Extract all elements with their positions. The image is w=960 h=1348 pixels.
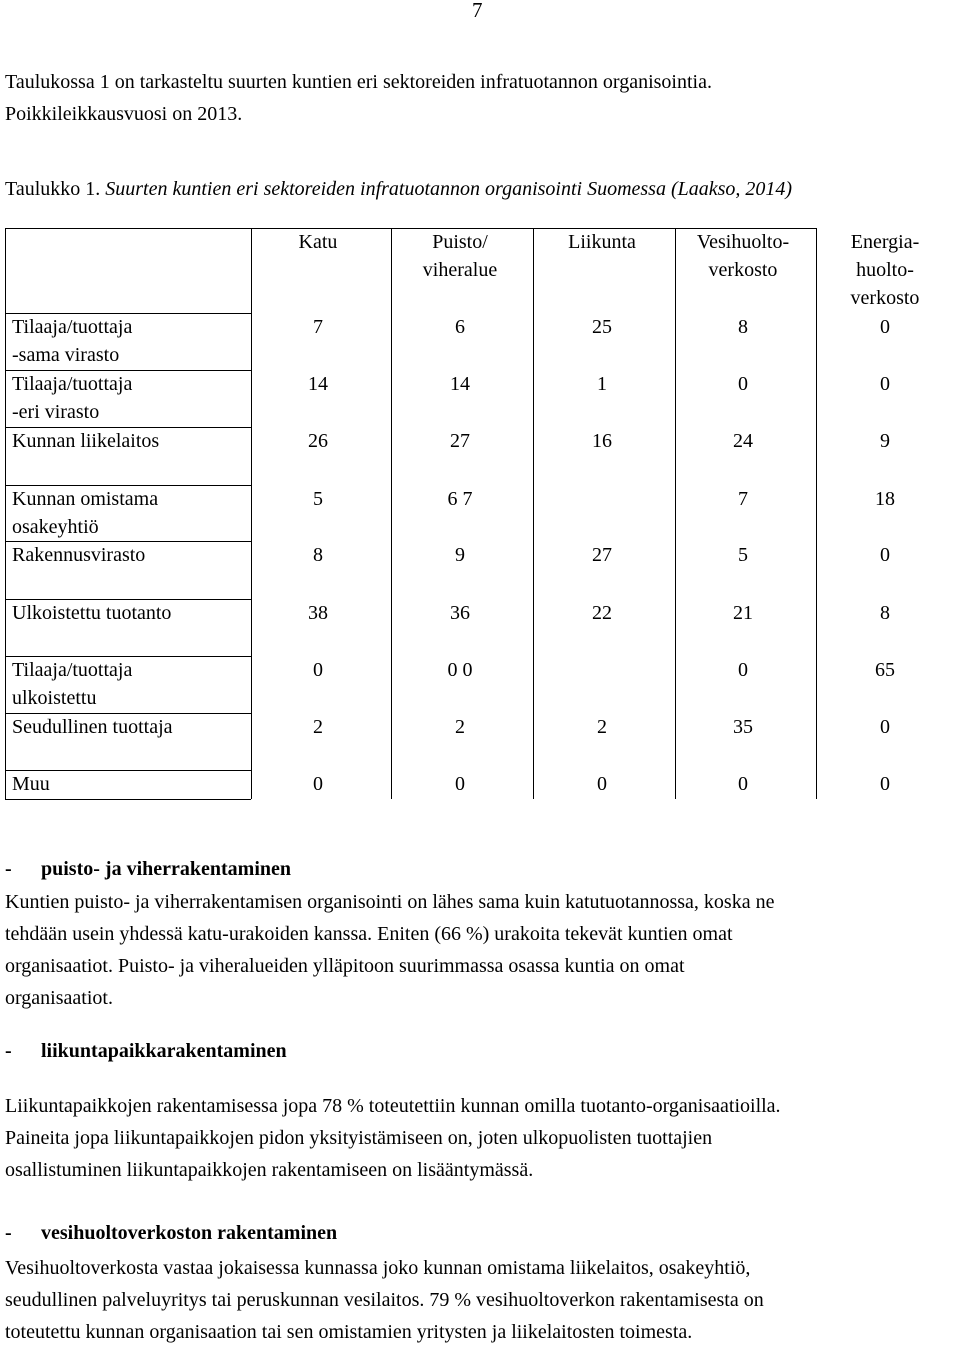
column-header: viheralue	[422, 259, 498, 281]
data-table	[5, 228, 920, 799]
row-label: Tilaaja/tuottaja	[12, 373, 133, 395]
row-label-continued: ulkoistettu	[12, 687, 97, 709]
table-cell: 7	[738, 488, 748, 510]
table-cell: 14	[308, 373, 328, 395]
table-cell: 0	[738, 373, 748, 395]
table-cell: 35	[733, 716, 753, 738]
section-vesihuolto-line-3: toteutettu kunnan organisaation tai sen omistamien yritysten ja liikelaitosten toimesta.	[5, 1321, 693, 1343]
column-header: Puisto/	[432, 231, 488, 253]
table-caption	[5, 178, 792, 201]
section-title-liikunta: - liikuntapaikkarakentaminen	[5, 1040, 287, 1062]
table-cell: 7	[313, 316, 323, 338]
row-label: Seudullinen tuottaja	[12, 716, 173, 738]
table-cell: 38	[308, 602, 328, 624]
table-cell: 26	[308, 430, 328, 452]
column-header: verkosto	[850, 287, 920, 309]
table-cell: 0	[738, 773, 748, 795]
table-cell: 2	[597, 716, 607, 738]
section-liikunta-line-1: Liikuntapaikkojen rakentamisessa jopa 78 % toteutettiin kunnan omilla tuotanto-organisaatioilla.	[5, 1095, 781, 1117]
column-header: Energia-	[850, 231, 920, 253]
table-cell: 1	[597, 373, 607, 395]
intro-line-2: Poikkileikkausvuosi on 2013.	[5, 103, 243, 125]
table-cell: 24	[733, 430, 753, 452]
column-header: Vesihuolto-	[696, 231, 790, 253]
table-vertical-rule	[391, 228, 392, 799]
table-cell: 8	[738, 316, 748, 338]
table-cell: 36	[450, 602, 470, 624]
table-cell: 27	[450, 430, 470, 452]
table-cell: 9	[880, 430, 890, 452]
table-cell: 0 0	[447, 659, 473, 681]
table-vertical-rule	[251, 228, 252, 799]
row-label-continued: -eri virasto	[12, 401, 100, 423]
table-cell: 0	[880, 373, 890, 395]
table-cell: 27	[592, 544, 612, 566]
table-cell: 8	[880, 602, 890, 624]
table-cell: 25	[592, 316, 612, 338]
section-puisto-line-3: organisaatiot. Puisto- ja viheralueiden ylläpitoon suurimmassa osassa kuntia on omat	[5, 955, 685, 977]
section-title-vesihuolto: - vesihuoltoverkoston rakentaminen	[5, 1222, 338, 1244]
table-cell: 0	[597, 773, 607, 795]
table-cell: 2	[455, 716, 465, 738]
section-liikunta-line-2: Paineita jopa liikuntapaikkojen pidon yksityistämiseen on, joten ulkopuolisten tuottajien	[5, 1127, 713, 1149]
row-label: Ulkoistettu tuotanto	[12, 602, 172, 624]
table-cell: 9	[455, 544, 465, 566]
table-cell: 8	[313, 544, 323, 566]
table-cell: 6 7	[447, 488, 473, 510]
row-label: Tilaaja/tuottaja	[12, 659, 133, 681]
table-vertical-rule	[533, 228, 534, 799]
table-cell: 5	[313, 488, 323, 510]
table-vertical-rule	[816, 228, 817, 799]
row-label: Muu	[12, 773, 50, 795]
page-number: 7	[472, 0, 483, 22]
section-vesihuolto-line-2: seudullinen palveluyritys tai peruskunnan vesilaitos. 79 % vesihuoltoverkon rakentamisesta on	[5, 1289, 764, 1311]
row-label: Kunnan liikelaitos	[12, 430, 160, 452]
row-label: Kunnan omistama	[12, 488, 159, 510]
table-cell: 22	[592, 602, 612, 624]
row-label-continued: osakeyhtiö	[12, 516, 99, 538]
section-puisto-line-4: organisaatiot.	[5, 987, 113, 1009]
table-cell: 5	[738, 544, 748, 566]
section-liikunta-line-3: osallistuminen liikuntapaikkojen rakentamiseen on lisääntymässä.	[5, 1159, 534, 1181]
table-cell: 18	[875, 488, 895, 510]
table-horizontal-rule	[5, 228, 251, 229]
section-title-puisto: - puisto- ja viherrakentaminen	[5, 858, 291, 880]
table-cell: 65	[875, 659, 895, 681]
table-cell: 0	[313, 659, 323, 681]
row-label: Rakennusvirasto	[12, 544, 146, 566]
column-header: Katu	[298, 231, 338, 253]
table-cell: 14	[450, 373, 470, 395]
table-cell: 0	[880, 716, 890, 738]
table-cell: 21	[733, 602, 753, 624]
table-cell: 0	[880, 773, 890, 795]
section-puisto-line-1: Kuntien puisto- ja viherrakentamisen organisointi on lähes sama kuin katutuotannossa, koska ne	[5, 891, 775, 913]
row-label-continued: -sama virasto	[12, 344, 120, 366]
table-cell: 0	[313, 773, 323, 795]
table-vertical-rule	[675, 228, 676, 799]
table-cell: 0	[880, 544, 890, 566]
table-cell: 0	[455, 773, 465, 795]
intro-line-1: Taulukossa 1 on tarkasteltu suurten kuntien eri sektoreiden infratuotannon organisointia.	[5, 71, 712, 93]
table-cell: 6	[455, 316, 465, 338]
caption-prefix: Taulukko 1.	[5, 178, 106, 200]
section-puisto-line-2: tehdään usein yhdessä katu-urakoiden kanssa. Eniten (66 %) urakoita tekevät kuntien omat	[5, 923, 733, 945]
table-cell: 2	[313, 716, 323, 738]
table-horizontal-rule	[5, 799, 251, 800]
caption-title: Suurten kuntien eri sektoreiden infratuotannon organisointi Suomessa (Laakso, 2014)	[105, 178, 793, 200]
table-cell: 0	[880, 316, 890, 338]
column-header: huolto-	[856, 259, 914, 281]
section-vesihuolto-line-1: Vesihuoltoverkosta vastaa jokaisessa kunnassa joko kunnan omistama liikelaitos, osakeyhtiö,	[5, 1257, 751, 1279]
table-cell: 0	[738, 659, 748, 681]
column-header: verkosto	[708, 259, 778, 281]
table-cell: 16	[592, 430, 612, 452]
column-header: Liikunta	[568, 231, 636, 253]
row-label: Tilaaja/tuottaja	[12, 316, 133, 338]
